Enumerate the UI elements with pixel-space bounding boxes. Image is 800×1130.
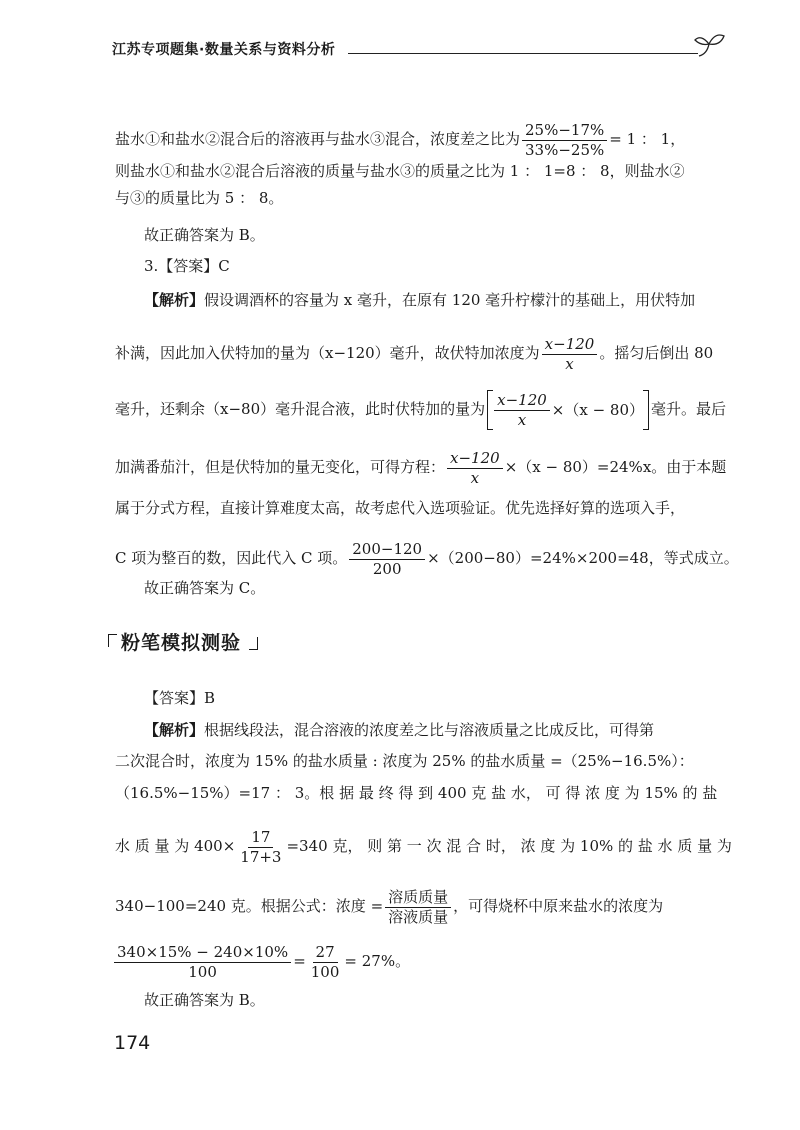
q3-line-3 bbox=[115, 390, 727, 429]
equation-fraction bbox=[447, 450, 503, 486]
fraction-denominator: 100 bbox=[310, 962, 340, 981]
q2-text: = 1 ： 1， bbox=[609, 130, 686, 148]
quiz-line-6 bbox=[112, 943, 411, 981]
quiz-line-5 bbox=[115, 888, 664, 926]
q2-line-2: 则盐水①和盐水②混合后溶液的质量与盐水③的质量之比为 1 ： 1=8 ： 8，则盐水② bbox=[115, 162, 685, 180]
section-heading bbox=[108, 628, 258, 655]
vodka-concentration-fraction bbox=[542, 336, 598, 372]
q3-text: 毫升。最后 bbox=[651, 400, 727, 418]
fraction-denominator: 17+3 bbox=[240, 847, 282, 866]
quiz-conclusion: 故正确答案为 B。 bbox=[144, 991, 265, 1009]
q3-text: 。摇匀后倒出 80 bbox=[599, 344, 714, 362]
q3-line-1 bbox=[144, 289, 695, 311]
header-rule bbox=[348, 53, 698, 54]
fraction-numerator: 17 bbox=[248, 829, 273, 848]
q3-text: ×（200−80）=24%×200=48，等式成立。 bbox=[427, 549, 739, 567]
q3-text: 加满番茄汁，但是伏特加的量无变化，可得方程： bbox=[115, 458, 446, 476]
vodka-amount-bracket bbox=[487, 390, 649, 430]
fraction-numerator: x−120 bbox=[494, 392, 550, 411]
q3-text: 毫升，还剩余（x−80）毫升混合液，此时伏特加的量为 bbox=[115, 400, 486, 418]
q3-text: 假设调酒杯的容量为 x 毫升，在原有 120 毫升柠檬汁的基础上，用伏特加 bbox=[204, 291, 696, 309]
quiz-text: 根据线段法，混合溶液的浓度差之比与溶液质量之比成反比，可得第 bbox=[204, 721, 655, 739]
q3-line-5: 属于分式方程，直接计算难度太高，故考虑代入选项验证。优先选择好算的选项入手， bbox=[115, 499, 686, 517]
q2-text: 盐水①和盐水②混合后的溶液再与盐水③混合，浓度差之比为 bbox=[115, 130, 521, 148]
quiz-line-3: （16.5%−15%）=17 ： 3。根 据 最 终 得 到 400 克 盐 水， 可 得 浓 度 为 15% 的 盐 bbox=[115, 784, 718, 802]
fraction-numerator: 溶质质量 bbox=[385, 889, 451, 908]
q3-conclusion: 故正确答案为 C。 bbox=[144, 579, 266, 597]
q3-answer: 3.【答案】C bbox=[144, 257, 230, 275]
page-number: 174 bbox=[114, 1032, 151, 1054]
q3-text: 补满，因此加入伏特加的量为（x−120）毫升，故伏特加浓度为 bbox=[115, 344, 540, 362]
substitution-fraction bbox=[349, 541, 425, 577]
fraction-numerator: x−120 bbox=[542, 336, 598, 355]
running-header-title: 江苏专项题集·数量关系与资料分析 bbox=[112, 42, 336, 58]
final-calculation-fraction bbox=[114, 944, 291, 980]
q2-line-1 bbox=[115, 121, 686, 159]
sprout-icon bbox=[693, 30, 727, 60]
fraction-denominator: 100 bbox=[188, 962, 217, 981]
concentration-ratio-fraction bbox=[522, 122, 607, 158]
section-heading-text: 粉笔模拟测验 bbox=[121, 632, 242, 654]
fraction-denominator: 溶液质量 bbox=[388, 907, 449, 926]
quiz-line-1 bbox=[144, 719, 654, 741]
analysis-label: 【解析】 bbox=[144, 291, 205, 309]
fraction-denominator: 200 bbox=[372, 559, 402, 578]
corner-bracket-left bbox=[108, 634, 117, 647]
quiz-text: =340 克， 则 第 一 次 混 合 时， 浓 度 为 10% 的 盐 水 质 量 为 bbox=[286, 837, 732, 855]
bracket-tail: ×（x − 80） bbox=[551, 401, 645, 419]
quiz-text: 水 质 量 为 400× bbox=[115, 837, 236, 855]
fraction-numerator: 27 bbox=[313, 944, 338, 963]
bracket-fraction bbox=[494, 392, 550, 428]
q3-text: ×（x − 80）=24%x。由于本题 bbox=[504, 458, 727, 476]
fraction-denominator: x bbox=[470, 468, 480, 487]
q3-line-2 bbox=[115, 335, 714, 373]
mass-ratio-fraction bbox=[237, 829, 284, 865]
analysis-label: 【解析】 bbox=[144, 721, 205, 739]
result-fraction bbox=[308, 944, 343, 980]
q3-line-4 bbox=[115, 449, 727, 487]
quiz-answer: 【答案】B bbox=[144, 689, 216, 707]
fraction-numerator: 340×15% − 240×10% bbox=[114, 944, 291, 963]
quiz-line-2: 二次混合时，浓度为 15% 的盐水质量 : 浓度为 25% 的盐水质量 =（25%−16.5%）： bbox=[115, 752, 694, 770]
quiz-text: = 27%。 bbox=[344, 952, 411, 970]
q3-text: C 项为整百的数，因此代入 C 项。 bbox=[115, 549, 348, 567]
quiz-text: 340−100=240 克。根据公式：浓度 = bbox=[115, 897, 384, 915]
fraction-numerator: 200−120 bbox=[349, 541, 425, 560]
quiz-text: ，可得烧杯中原来盐水的浓度为 bbox=[453, 897, 664, 915]
fraction-numerator: x−120 bbox=[447, 450, 503, 469]
equals-sign: = bbox=[293, 952, 306, 970]
q2-conclusion: 故正确答案为 B。 bbox=[144, 226, 265, 244]
fraction-denominator: x bbox=[517, 410, 527, 429]
q2-line-3: 与③的质量比为 5 ： 8。 bbox=[115, 189, 284, 207]
concentration-formula-fraction bbox=[385, 889, 451, 925]
quiz-line-4 bbox=[115, 828, 732, 866]
q3-line-6 bbox=[115, 540, 739, 578]
fraction-numerator: 25%−17% bbox=[522, 122, 607, 141]
fraction-denominator: x bbox=[565, 354, 574, 373]
fraction-denominator: 33%−25% bbox=[525, 140, 605, 159]
corner-bracket-right bbox=[249, 637, 258, 650]
